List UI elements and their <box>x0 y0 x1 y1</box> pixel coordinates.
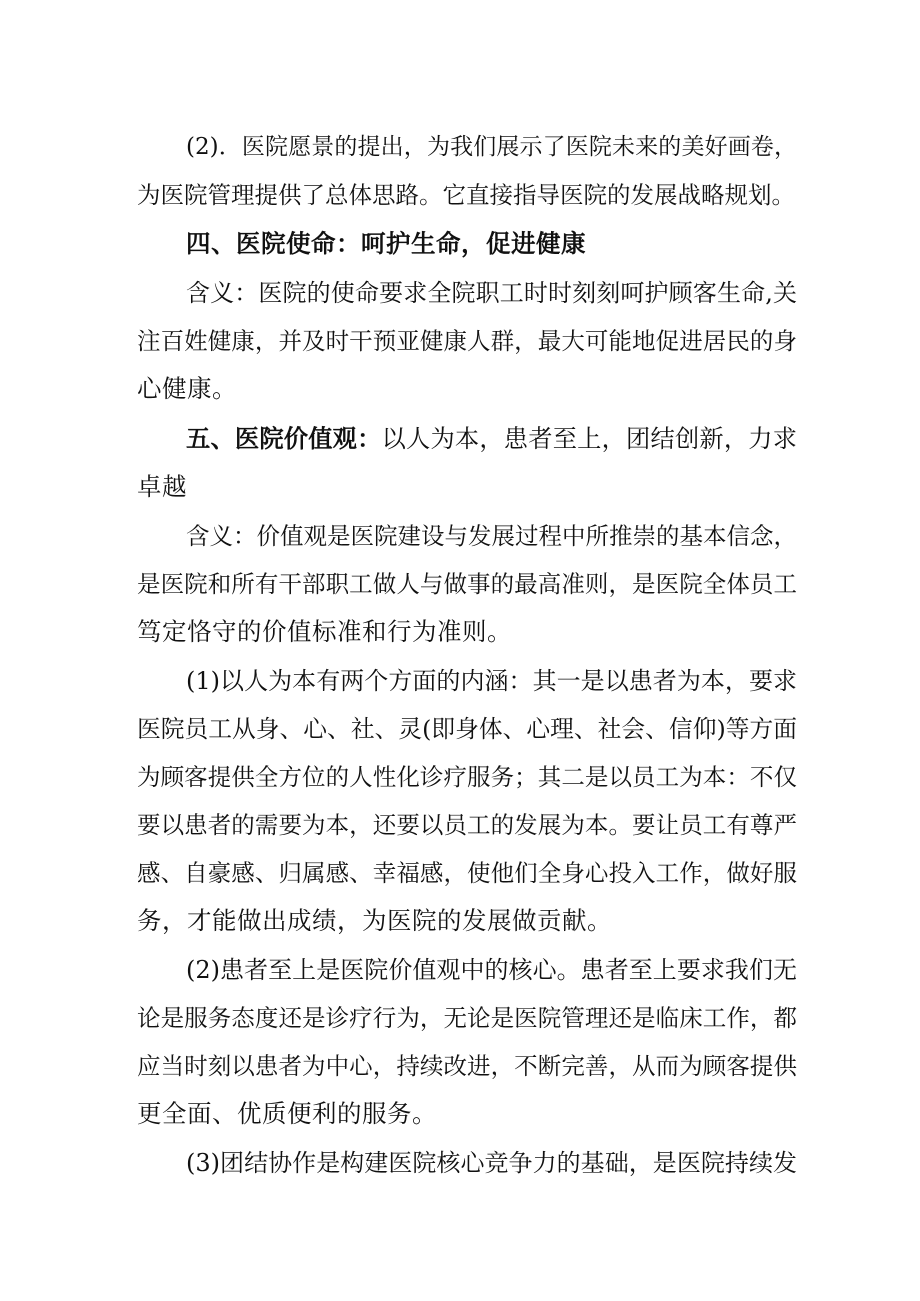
section-heading-values-text: 以人为本，患者至上，团结创新，力求 <box>381 424 797 453</box>
mission-paragraph-line-2: 注百姓健康，并及时干预亚健康人群，最大可能地促进居民的身 <box>137 327 797 355</box>
values-meaning-line-2: 是医院和所有干部职工做人与做事的最高准则，是医院全体员工 <box>137 570 797 598</box>
point2-line-4: 更全面、优质便利的服务。 <box>137 1099 437 1128</box>
vision-paragraph-line-1: (2)．医院愿景的提出，为我们展示了医院未来的美好画卷， <box>186 134 797 160</box>
vision-paragraph-line-2: 为医院管理提供了总体思路。它直接指导医院的发展战略规划。 <box>137 181 795 209</box>
point1-line-3: 为顾客提供全方位的人性化诊疗服务；其二是以员工为本：不仅 <box>137 763 797 791</box>
values-meaning-line-1: 含义：价值观是医院建设与发展过程中所推崇的基本信念， <box>186 522 797 550</box>
section-heading-values-line-2: 卓越 <box>137 472 187 501</box>
point3-line-1: (3)团结协作是构建医院核心竞争力的基础，是医院持续发 <box>186 1149 797 1177</box>
point1-line-6: 务，才能做出成绩，为医院的发展做贡献。 <box>137 906 612 935</box>
mission-paragraph-line-1: 含义：医院的使命要求全院职工时时刻刻呵护顾客生命,关 <box>186 279 797 307</box>
section-heading-mission: 四、医院使命：呵护生命，促进健康 <box>186 229 586 258</box>
values-meaning-line-3: 笃定恪守的价值标准和行为准则。 <box>137 617 512 646</box>
section-heading-values-label: 五、医院价值观： <box>186 424 382 453</box>
point1-line-4: 要以患者的需要为本，还要以员工的发展为本。要让员工有尊严 <box>137 811 797 839</box>
mission-paragraph-line-3: 心健康。 <box>137 374 237 403</box>
point1-line-5: 感、自豪感、归属感、幸福感，使他们全身心投入工作，做好服 <box>137 859 797 887</box>
point2-line-2: 论是服务态度还是诊疗行为，无论是医院管理还是临床工作，都 <box>137 1004 797 1032</box>
section-heading-values <box>186 424 797 454</box>
point1-line-2: 医院员工从身、心、社、灵(即身体、心理、社会、信仰)等方面 <box>137 715 797 743</box>
point2-line-3: 应当时刻以患者为中心，持续改进，不断完善，从而为顾客提供 <box>137 1052 797 1080</box>
point2-line-1: (2)患者至上是医院价值观中的核心。患者至上要求我们无 <box>186 956 797 984</box>
point1-line-1: (1)以人为本有两个方面的内涵：其一是以患者为本，要求 <box>186 667 797 695</box>
